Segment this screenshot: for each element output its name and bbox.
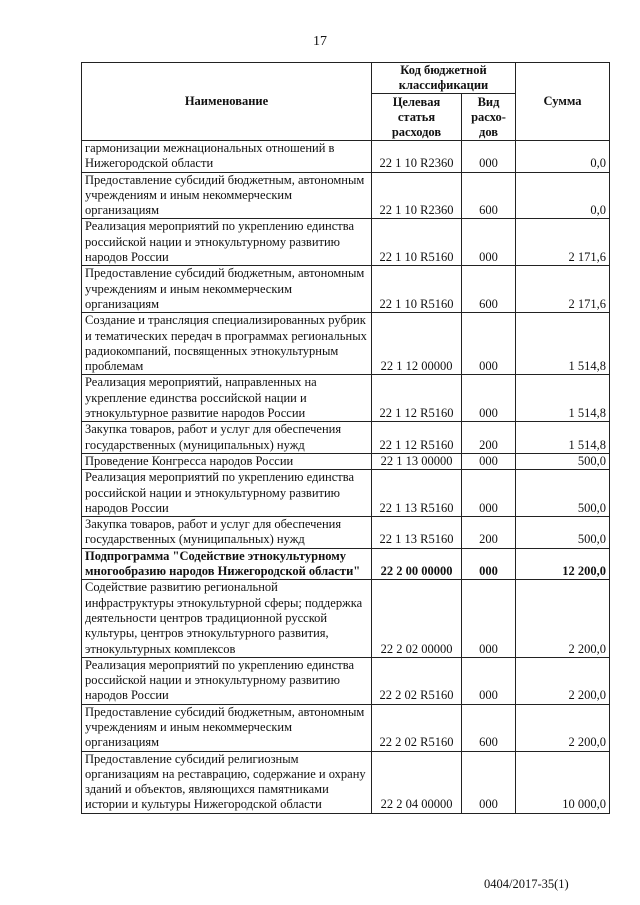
row-target-article: 22 1 10 R5160 [372, 266, 462, 313]
row-name: Подпрограмма "Содействие этнокультурному многообразию народов Нижегородской области" [82, 548, 372, 580]
row-expense-type: 000 [462, 453, 516, 469]
header-name: Наименование [82, 63, 372, 141]
row-target-article: 22 1 13 00000 [372, 453, 462, 469]
table-row [82, 375, 610, 422]
row-sum: 2 200,0 [516, 657, 610, 704]
table-row [82, 141, 610, 173]
row-sum: 2 171,6 [516, 266, 610, 313]
table-row [82, 422, 610, 454]
row-expense-type: 000 [462, 751, 516, 813]
header-code-group: Код бюджетной классификации [372, 63, 516, 94]
row-target-article: 22 1 12 R5160 [372, 375, 462, 422]
table-row [82, 517, 610, 549]
row-expense-type: 200 [462, 422, 516, 454]
table-row [82, 172, 610, 219]
table-row [82, 704, 610, 751]
row-expense-type: 000 [462, 141, 516, 173]
row-target-article: 22 1 13 R5160 [372, 517, 462, 549]
row-name: Предоставление субсидий бюджетным, автономным учреждениям и иным некоммерческим организациям [82, 172, 372, 219]
row-name: Предоставление субсидий бюджетным, автономным учреждениям и иным некоммерческим организациям [82, 704, 372, 751]
table-row [82, 657, 610, 704]
header-sum: Сумма [516, 63, 610, 141]
row-name: Закупка товаров, работ и услуг для обеспечения государственных (муниципальных) нужд [82, 517, 372, 549]
table-row [82, 453, 610, 469]
row-sum: 500,0 [516, 517, 610, 549]
row-target-article: 22 2 02 R5160 [372, 657, 462, 704]
row-sum: 1 514,8 [516, 313, 610, 375]
row-target-article: 22 1 12 00000 [372, 313, 462, 375]
row-target-article: 22 2 02 00000 [372, 580, 462, 657]
row-target-article: 22 1 12 R5160 [372, 422, 462, 454]
row-sum: 500,0 [516, 453, 610, 469]
row-name: Предоставление субсидий бюджетным, автономным учреждениям и иным некоммерческим организациям [82, 266, 372, 313]
table-row [82, 470, 610, 517]
row-name: гармонизации межнациональных отношений в Нижегородской области [82, 141, 372, 173]
table-row [82, 751, 610, 813]
row-name: Содействие развитию региональной инфраструктуры этнокультурной сферы; поддержка деятельности центров традиционной русской культуры, центров этнокультурного развития, этнокультурных комплексов [82, 580, 372, 657]
budget-table [81, 62, 610, 814]
row-sum: 0,0 [516, 141, 610, 173]
row-name: Реализация мероприятий по укреплению единства российской нации и этнокультурному развитию народов России [82, 219, 372, 266]
table-row [82, 548, 610, 580]
page-number: 17 [313, 34, 327, 49]
row-sum: 10 000,0 [516, 751, 610, 813]
row-target-article: 22 1 10 R2360 [372, 141, 462, 173]
table-row [82, 266, 610, 313]
row-expense-type: 000 [462, 657, 516, 704]
table-body [82, 141, 610, 814]
row-sum: 1 514,8 [516, 375, 610, 422]
row-sum: 2 171,6 [516, 219, 610, 266]
table-row [82, 313, 610, 375]
row-expense-type: 000 [462, 580, 516, 657]
row-sum: 0,0 [516, 172, 610, 219]
row-expense-type: 000 [462, 375, 516, 422]
row-name: Реализация мероприятий по укреплению единства российской нации и этнокультурному развитию народов России [82, 470, 372, 517]
table-row [82, 580, 610, 657]
row-target-article: 22 2 02 R5160 [372, 704, 462, 751]
row-name: Создание и трансляция специализированных рубрик и тематических передач в программах региональных радиокомпаний, посвященных этнокультурным проблемам [82, 313, 372, 375]
row-expense-type: 600 [462, 266, 516, 313]
row-expense-type: 000 [462, 219, 516, 266]
row-target-article: 22 2 04 00000 [372, 751, 462, 813]
row-sum: 2 200,0 [516, 580, 610, 657]
row-target-article: 22 1 13 R5160 [372, 470, 462, 517]
row-expense-type: 000 [462, 313, 516, 375]
row-name: Реализация мероприятий по укреплению единства российской нации и этнокультурному развитию народов России [82, 657, 372, 704]
row-sum: 2 200,0 [516, 704, 610, 751]
row-sum: 12 200,0 [516, 548, 610, 580]
document-number: 0404/2017-35(1) [484, 877, 569, 891]
row-expense-type: 000 [462, 548, 516, 580]
row-expense-type: 600 [462, 704, 516, 751]
row-expense-type: 000 [462, 470, 516, 517]
row-target-article: 22 1 10 R5160 [372, 219, 462, 266]
row-name: Закупка товаров, работ и услуг для обеспечения государственных (муниципальных) нужд [82, 422, 372, 454]
header-target-article: Целевая статья расходов [372, 94, 462, 141]
row-name: Проведение Конгресса народов России [82, 453, 372, 469]
row-target-article: 22 1 10 R2360 [372, 172, 462, 219]
row-target-article: 22 2 00 00000 [372, 548, 462, 580]
header-expense-type: Вид расхо-дов [462, 94, 516, 141]
row-sum: 1 514,8 [516, 422, 610, 454]
table-row [82, 219, 610, 266]
row-expense-type: 200 [462, 517, 516, 549]
row-sum: 500,0 [516, 470, 610, 517]
row-expense-type: 600 [462, 172, 516, 219]
row-name: Предоставление субсидий религиозным организациям на реставрацию, содержание и охрану зданий и объектов, являющихся памятниками истории и культуры Нижегородской области [82, 751, 372, 813]
row-name: Реализация мероприятий, направленных на укрепление единства российской нации и этнокультурное развитие народов России [82, 375, 372, 422]
